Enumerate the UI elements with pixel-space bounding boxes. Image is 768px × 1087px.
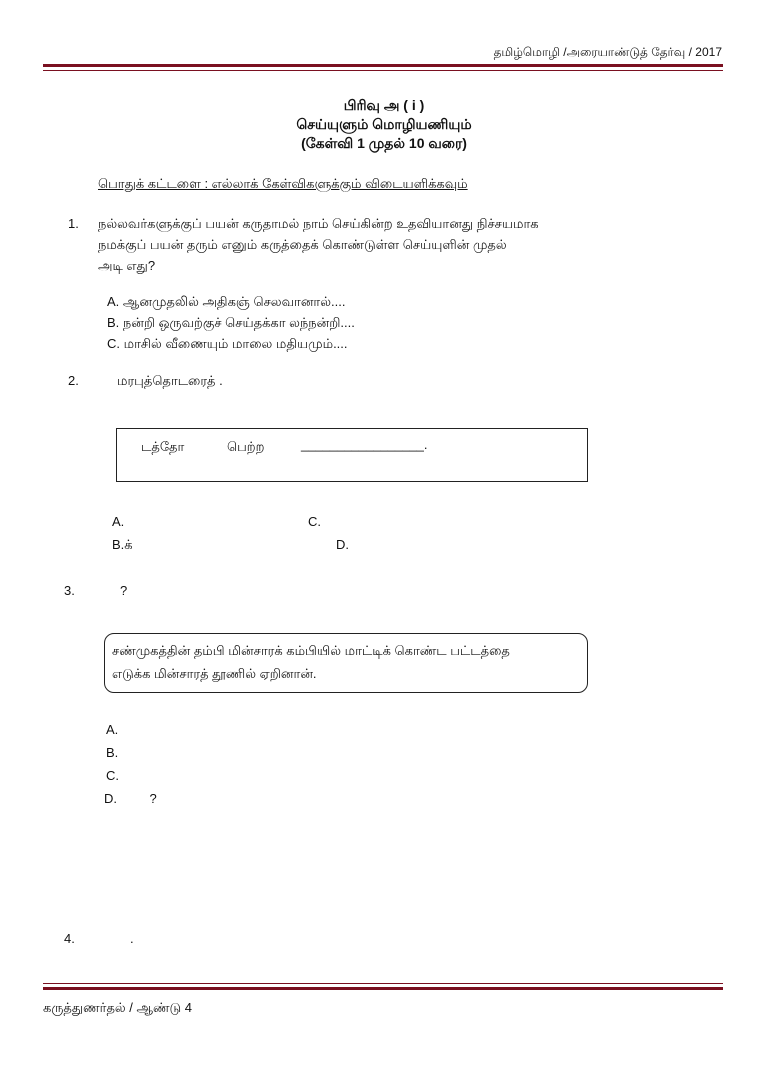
footer-rule-thin <box>43 983 723 984</box>
q2-box-word2: பெற்ற <box>227 439 265 454</box>
q2-option-c: C. <box>308 514 321 529</box>
q1-option-b: B. நன்றி ஒருவற்குச் செய்தக்கா லந்நன்றி.... <box>107 315 355 330</box>
q3-number: 3. <box>64 583 75 598</box>
footer-rule <box>43 987 723 990</box>
general-instruction: பொதுக் கட்டளை : எல்லாக் கேள்விகளுக்கும் விடையளிக்கவும் <box>98 176 468 191</box>
footer-text: கருத்துணர்தல் / ஆண்டு 4 <box>43 1000 192 1015</box>
section-title-line2: செய்யுளும் மொழியணியும் <box>296 116 472 132</box>
section-title-line3: (கேள்வி 1 முதல் 10 வரை) <box>301 135 467 151</box>
q1-line3: அடி எது? <box>98 258 156 273</box>
q2-sentence-box <box>116 428 588 482</box>
q3-option-a: A. <box>106 722 119 737</box>
q1-option-a: A. ஆனமுதலில் அதிகஞ் செலவானால்.... <box>107 294 346 309</box>
q3-box-line2: எடுக்க மின்சாரத் தூணில் ஏறினான். <box>112 666 317 681</box>
q1-option-c: C. மாசில் வீணையும் மாலை மதியமும்.... <box>107 336 348 351</box>
q2-option-b: B.க் <box>112 537 133 552</box>
q2-option-d: D. <box>336 537 349 552</box>
q2-box-blank: _________________. <box>301 437 428 452</box>
section-title-line1: பிரிவு அ ( i ) <box>343 97 425 113</box>
q1-number: 1. <box>68 216 79 231</box>
q3-option-c: C. <box>106 768 119 783</box>
q2-option-a: A. <box>112 514 125 529</box>
q3-stem: ? <box>120 583 128 598</box>
q1-line2: நமக்குப் பயன் தரும் எனும் கருத்தைக் கொண்டுள்ள செய்யுளின் முதல் <box>98 237 507 252</box>
header-rule-thin <box>43 70 723 71</box>
q3-sentence-box <box>104 633 588 693</box>
q1-line1: நல்லவர்களுக்குப் பயன் கருதாமல் நாம் செய்கின்ற உதவியானது நிச்சயமாக <box>98 216 539 231</box>
q2-number: 2. <box>68 373 79 388</box>
q4-stem: . <box>130 931 134 946</box>
q3-box-line1: சண்முகத்தின் தம்பி மின்சாரக் கம்பியில் மாட்டிக் கொண்ட பட்டத்தை <box>112 643 510 658</box>
q2-box-word1: டத்தோ <box>141 439 185 454</box>
section-title <box>0 96 768 153</box>
header-text: தமிழ்மொழி /அரையாண்டுத் தேர்வு / 2017 <box>493 45 722 59</box>
q4-number: 4. <box>64 931 75 946</box>
header-rule <box>43 64 723 67</box>
q3-option-d: D. ? <box>104 791 157 806</box>
q3-option-b: B. <box>106 745 119 760</box>
q2-stem: மரபுத்தொடரைத் . <box>117 373 223 388</box>
